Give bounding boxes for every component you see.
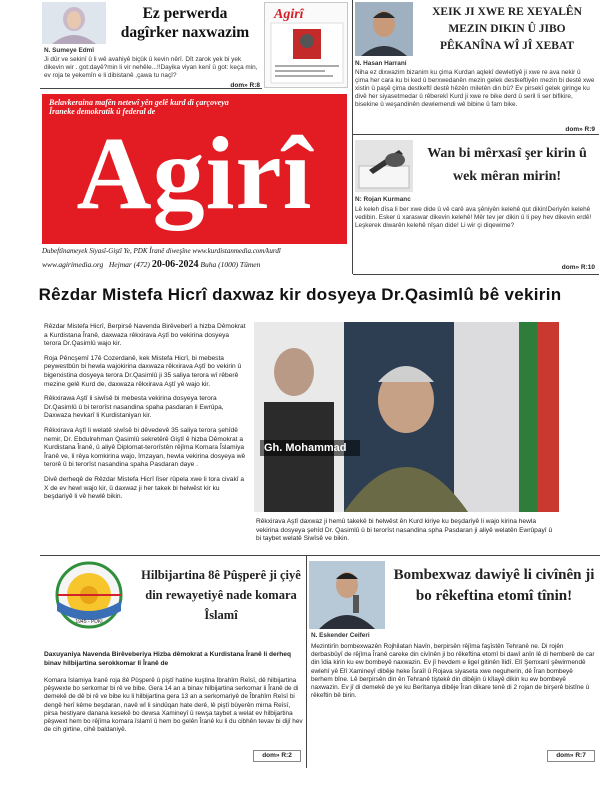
article-author: N. Sumeye Edmî [44,47,95,54]
website-link[interactable]: www.agirimedia.org [42,260,104,269]
article-author: N. Eskender Ceiferi [311,632,370,639]
paragraph: Rêkxirawa Aştî li siwîsê bi mebesta vekirina dosyeya terora Dr.Qasimlû û bi terorîst nasandina spaha pasdaran li Ewrûpa, Daxwaza hevkarî li Kurdistaniyan kir. [44,395,224,420]
article-lead: Daxuyaniya Navenda Birêveberiya Hizba dêmokrat a Kurdistana Îranê li derheq binav hilbijartina serokkomar lî Îranê de [44,651,291,667]
continued-link[interactable]: dom» R:7 [547,750,595,762]
continued-link[interactable]: dom» R:2 [253,750,301,762]
publication-info: Dubeftînameyek Siyasî-Giştî Ye, PDK Îranê diweşîne www.kurdistanmedia.com/kurdî [42,247,281,255]
article-author: N. Hasan Harrani [355,60,407,67]
article-title: Wan bi mêrxasî şer kirin û wek mêran mirin! [427,146,587,184]
article-excerpt: Niha ez dixwazim bizanim ku çima Kurdan aqlekî dewletîyê ji xwe re ava nekir û çima her cara ku bi ked û berxwedanên mezin gelek destkeftiyên mezin bi destê xwe xistin û paşê çima destkeftî destê hêzên miletên din bû? Ev pirsekî gelek giringe ku divê her siyasetmedar û rêberekî Kurd ji xwe re bike derd û seril li ser bifikire, bisekine û weşandinên dewlemendi wê bibine û fam bike. [355,69,595,108]
paragraph: Rêzdar Mistefa Hicrî, Berpirsê Navenda Birêveberî a hizba Dêmokrat a Kurdistana Îranê, daxwaza rêkxirava Aştî bo vekirina dosyeya terora Dr.Qasimlû wajo kir. [44,323,246,348]
divider [40,555,600,556]
masthead [42,94,347,244]
article-excerpt: Komara Îslamiya Îranê roja 8ê Pûşperê û piştî hatine kuştina Îbrahîm Reîsî, dê hilbijartina pêşwexte bo serkomar bi rê ve bibe. Gera 14 an a binav hilbijartina serkomar li Îranê de di demekê de dê bi rê ve bibe ku li hilbijartina gera 13 an a serkomariyê de Îbrahîm Reîsî bi dengê herî kême beşdaran, navê wî li sindûqan hate derê, lê piştî bûyerên mirna Reîsî, pirsa hestiyare danana kesekê bo dewsa Xamineyî û rewşa taybet a welat ev hilbijartina pêşwext hem bo rêjîma komara îslamî û hem bo gelên Îranê ku li du cibhên tevav bi dijî hev de cih girtine, cihê baldaniyê. [44,677,303,734]
article-excerpt: Lê keleh dîsa li ber xwe dide û vê carê ava şêniyên kelehê qut dikin!Deriyên kelehê vedibin. Esker û xaraswar dikevin kelehê! Mêr tev jer dikin û li pey hev dikevin erdê! Leşkerek diwarên kelehê nîşan dide! Li wir çi diqewime? [355,206,592,229]
article-title: Hilbijartina 8ê Pûşperê ji çiyê din rewayetiyê nade komara Îslamî [141,568,301,622]
thumbnail-masthead: Agirî [274,7,304,22]
logo-year: 1945 - PDKI [75,619,103,625]
continued-link[interactable]: dom» R:8 [230,82,260,89]
continued-link[interactable]: dom» R:10 [561,264,595,271]
pdki-logo [42,561,136,629]
paragraph: Divê derheqê de Rêzdar Mistefa Hicrî lîser rûpela xwe li tora civakî a X de ev hewl wajo kir, û daxwaz ji her takek bi helwêst kir ku beşdariyê li vê hewlê bikin. [44,475,245,501]
author-photo-man [309,561,385,629]
article-author: N: Rojan Kurmanc [355,196,411,203]
article-excerpt: Mezintirîn bombexwazên Rojhilatan Navîn, berpirsên rêjîma faşîstên Tehranê ne. Di rojên derbasbûyî de rêjîma Îranê careke din civînên ji bo rêkeftina etomî bi dawî anîn lê di hemberê de car din îdia kirin ku ew bombeyê naxwazin. Ev jî hevdem e ligel gitinên îlidî. Elî Şemxanî şêwirmendê ewlehî yê Elî Xamineyî dibêje heke Îsraîl û Rojava siyaseta xwe neguherin, dê Îran bombeyê berhem bîne. Lê berpirsên din ên Tehranê tiştekê din dibêjin û kîlayê dikin ku ew bombeyê naxwazin. Ev jî di demekê de ye ku Berîtanya dibêje Îran dikare tenê di 2 rojan de birşerê bistîne û rêkeftin bê birin. [311,643,595,700]
writing-hand-photo [355,140,413,192]
issue-date: 20-06-2024 [151,259,199,270]
divider [306,556,307,768]
article-title: Bombexwaz dawiyê li civînên ji bo rêkeftina etomî tînin! [393,567,595,604]
paragraph: Rêkxirava Aştî li welatê siwîsê bi dêvedevê 35 saliya terora şehîdê nemir, Dr. Ebdulrehman Qasimlû sekretêrê Giştî ê hizba Dêmokrat a Kurdistana Îranê, û aliyê Diplomat-terorîstên rêjîma Komara Îslamiya Îranê ve, li rêya komkirina wajo, îmzayan, hewla vekirina dosyeya wê terorê û bi terorîst nasandina spaha Pasdaran daye . [44,426,246,469]
issue-number: Hejmar (472) [108,260,150,269]
author-photo-man [355,2,413,56]
main-headline: Rêzdar Mistefa Hicrî daxwaz kir dosyeya Dr.Qasimlû bê vekirin [38,285,562,304]
article-excerpt: Ji dûr ve sekinî û li wê avahiyê biçûk û kevin nêrî. Dît zarok yek bi yek dikevin wir . got:dayê?min li vir nehêle...!!Dayika viyan kenî û got: keça min, ev roja te yekemîn e li dibistanê ,çawa tu naçî? [44,56,258,79]
photo-sign-text: Gh. Mohammad [260,440,360,456]
article-title: XEIK JI XWE RE XEYALÊN MEZIN DIKIN Û JIBO PÊKANÎNA WÎ JÎ XEBAT [432,6,582,52]
main-article-body [44,323,248,553]
paragraph: Roja Pêncşemî 17ê Cozerdanê, kek Mistefa Hicrî, bi mebesta peywestbûn bi hewla wajokirina daxwaza rêkxirava Aştî bo vekirin û bigerxistina dosyeya terora Dr.Qasimlû ji 35 saliya terora wî rêberê mezine gelê Kurd de, daxwaza rêkxirava Aştî yê wajo kir. [44,354,242,388]
main-photo [254,322,559,512]
divider [353,274,599,275]
article-title: Ez perwerda dagîrker naxwazim [120,5,250,41]
divider [353,134,599,135]
issue-price: Buha (1000) Tûmen [200,260,261,269]
divider [352,0,353,274]
masthead-title: Agirî [76,116,313,231]
masthead-slogan: Belavkeraina mafên netewî yên gelê kurd di çarçoveya Îraneke demokratîk û federal de [49,98,229,116]
continued-link[interactable]: dom» R:9 [565,126,595,133]
photo-caption: Rêkxirava Aştî daxwaz ji hemû takekê bi helwêst ên Kurd kiriye ku beşdariyê li wajo kirina hewla vekirina dosyeya şehîd Dr. Qasimlû û bi terorîst nasandina spha Pasdaran ji aliyê welatên Ewrûpayî û bi taybet welatê Siwîsê ve bikin. [256,518,553,543]
issue-line [42,259,348,270]
author-photo-woman [42,2,106,44]
